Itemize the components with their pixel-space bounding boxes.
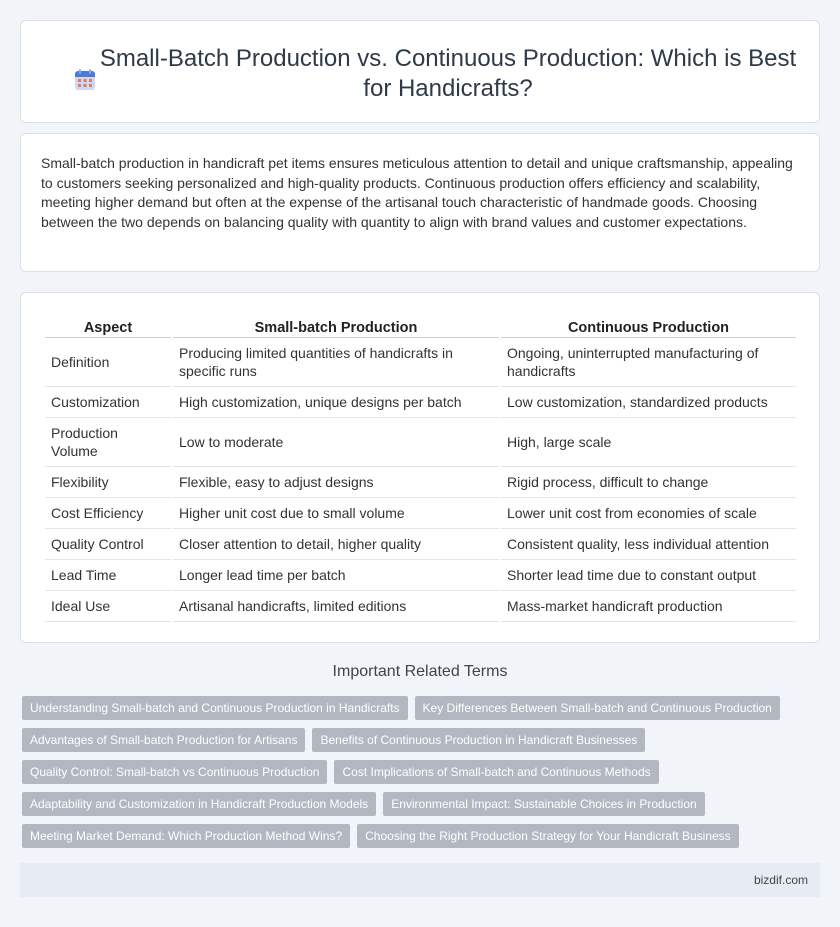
cell-continuous: Low customization, standardized products bbox=[501, 387, 796, 418]
cell-small-batch: Low to moderate bbox=[173, 418, 499, 467]
cell-small-batch: High customization, unique designs per batch bbox=[173, 387, 499, 418]
cell-aspect: Cost Efficiency bbox=[45, 498, 171, 529]
cell-continuous: Shorter lead time due to constant output bbox=[501, 560, 796, 591]
cell-small-batch: Higher unit cost due to small volume bbox=[173, 498, 499, 529]
related-terms-list bbox=[22, 696, 802, 848]
comparison-table bbox=[43, 313, 798, 622]
intro-card bbox=[20, 133, 820, 272]
table-row bbox=[45, 591, 796, 622]
table-row bbox=[45, 560, 796, 591]
cell-continuous: Consistent quality, less individual attention bbox=[501, 529, 796, 560]
cell-aspect: Lead Time bbox=[45, 560, 171, 591]
cell-small-batch: Artisanal handicrafts, limited editions bbox=[173, 591, 499, 622]
cell-continuous: Rigid process, difficult to change bbox=[501, 467, 796, 498]
related-terms-title: Important Related Terms bbox=[332, 663, 508, 680]
cell-aspect: Flexibility bbox=[45, 467, 171, 498]
cell-aspect: Production Volume bbox=[45, 418, 171, 467]
intro-paragraph: Small-batch production in handicraft pet items ensures meticulous attention to detail and unique craftsmanship, appealing to customers seeking personalized and high-quality products. Continuous production offers efficiency and scalability, meeting higher demand but often at the expense of the artisanal touch characteristic of handmade goods. Choosing between the two depends on balancing quality with quantity to align with brand values and customer expectations. bbox=[41, 155, 793, 230]
footer bbox=[20, 863, 820, 897]
header-continuous: Continuous Production bbox=[501, 313, 796, 338]
related-term-tag[interactable]: Environmental Impact: Sustainable Choices in Production bbox=[383, 792, 705, 816]
table-row bbox=[45, 418, 796, 467]
header-aspect: Aspect bbox=[45, 313, 171, 338]
header-small-batch: Small-batch Production bbox=[173, 313, 499, 338]
cell-small-batch: Closer attention to detail, higher quality bbox=[173, 529, 499, 560]
cell-aspect: Ideal Use bbox=[45, 591, 171, 622]
related-term-tag[interactable]: Adaptability and Customization in Handicraft Production Models bbox=[22, 792, 376, 816]
cell-aspect: Definition bbox=[45, 338, 171, 387]
cell-continuous: Lower unit cost from economies of scale bbox=[501, 498, 796, 529]
footer-site[interactable]: bizdif.com bbox=[753, 873, 808, 887]
table-row bbox=[45, 498, 796, 529]
table-row bbox=[45, 467, 796, 498]
cell-aspect: Quality Control bbox=[45, 529, 171, 560]
cell-small-batch: Flexible, easy to adjust designs bbox=[173, 467, 499, 498]
table-row bbox=[45, 387, 796, 418]
title-card bbox=[20, 20, 820, 123]
cell-continuous: High, large scale bbox=[501, 418, 796, 467]
related-term-tag[interactable]: Meeting Market Demand: Which Production Method Wins? bbox=[22, 824, 350, 848]
cell-continuous: Mass-market handicraft production bbox=[501, 591, 796, 622]
calendar-icon bbox=[73, 68, 97, 92]
cell-continuous: Ongoing, uninterrupted manufacturing of handicrafts bbox=[501, 338, 796, 387]
comparison-table-card bbox=[20, 292, 820, 643]
page-title: Small-Batch Production vs. Continuous Production: Which is Best for Handicrafts? bbox=[99, 45, 797, 102]
related-term-tag[interactable]: Cost Implications of Small-batch and Continuous Methods bbox=[334, 760, 658, 784]
cell-small-batch: Producing limited quantities of handicrafts in specific runs bbox=[173, 338, 499, 387]
related-term-tag[interactable]: Quality Control: Small-batch vs Continuous Production bbox=[22, 760, 327, 784]
table-row bbox=[45, 338, 796, 387]
cell-aspect: Customization bbox=[45, 387, 171, 418]
related-term-tag[interactable]: Choosing the Right Production Strategy for Your Handicraft Business bbox=[357, 824, 739, 848]
related-term-tag[interactable]: Key Differences Between Small-batch and Continuous Production bbox=[415, 696, 780, 720]
cell-small-batch: Longer lead time per batch bbox=[173, 560, 499, 591]
table-header-row bbox=[45, 313, 796, 338]
related-term-tag[interactable]: Understanding Small-batch and Continuous Production in Handicrafts bbox=[22, 696, 408, 720]
related-term-tag[interactable]: Advantages of Small-batch Production for Artisans bbox=[22, 728, 305, 752]
related-term-tag[interactable]: Benefits of Continuous Production in Handicraft Businesses bbox=[312, 728, 645, 752]
table-row bbox=[45, 529, 796, 560]
